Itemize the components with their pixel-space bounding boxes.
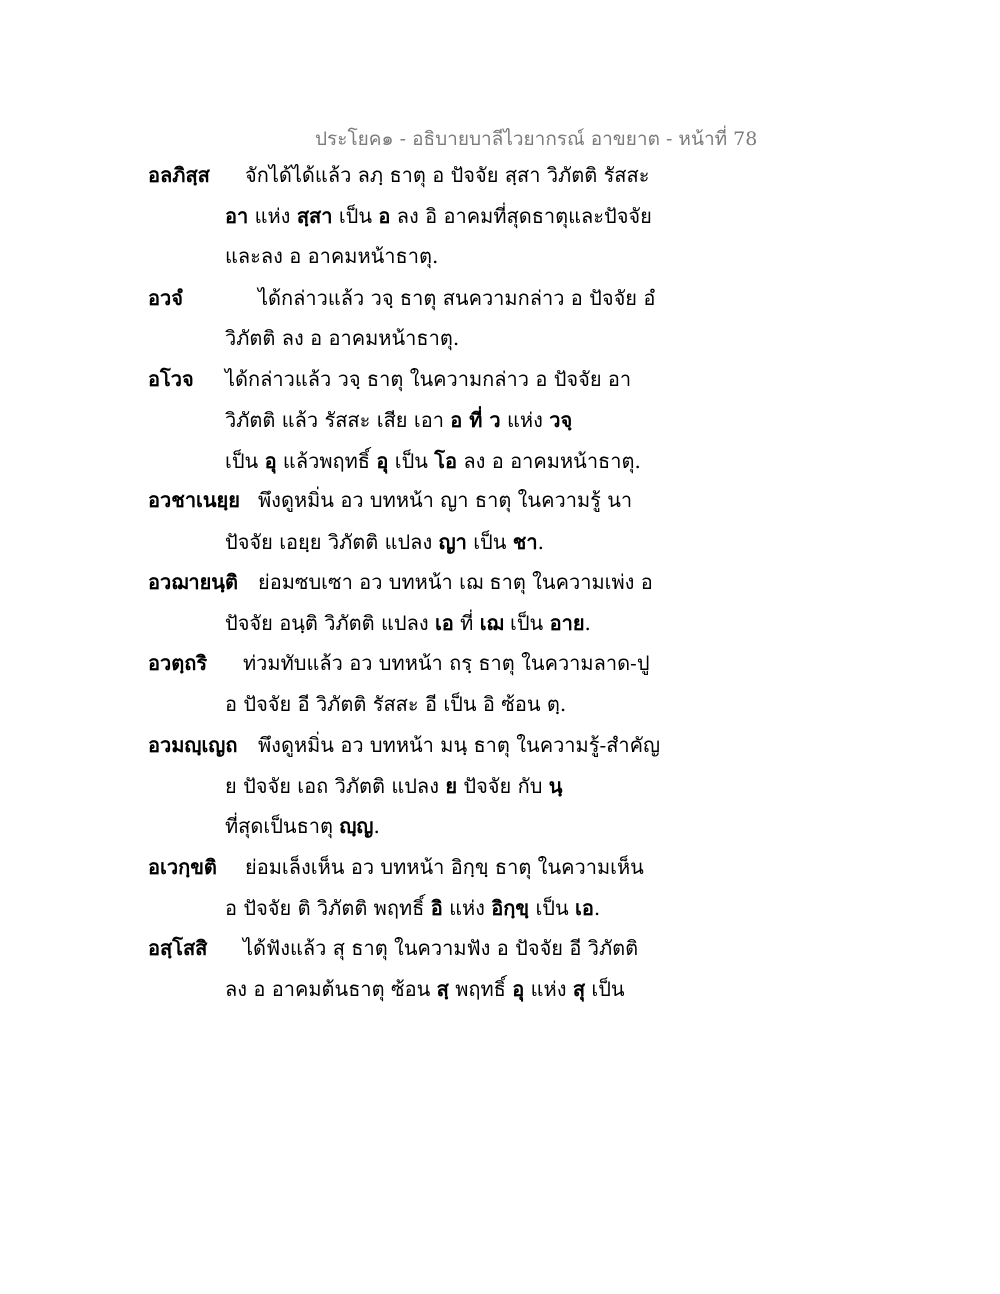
text-run: ย่อมซบเซา อว บทหน้า เฌ ธาตุ ในความเพ่ง อ	[258, 570, 653, 594]
entry-line	[225, 692, 566, 716]
entry-term: อลภิสฺส	[148, 163, 210, 187]
text-run: .	[584, 611, 591, 635]
text-run: .	[593, 896, 601, 920]
entry-term: อโวจ	[148, 367, 194, 391]
bold-term: อาย	[549, 611, 585, 635]
bold-term: อ ที่ ว	[450, 408, 501, 432]
entry-line	[245, 163, 649, 187]
entry-line	[243, 651, 650, 675]
entry-line	[225, 814, 380, 838]
bold-term: เฌ	[479, 611, 504, 635]
entry-line	[225, 530, 544, 554]
entry-term: อวฌายนฺติ	[148, 570, 238, 594]
text-run: พึงดูหมิ่น อว บทหน้า มนฺ ธาตุ ในความรู้-สำคัญ	[258, 733, 661, 757]
text-run: ปัจจัย เอยฺย วิภัตติ แปลง	[225, 530, 439, 554]
entry-line	[225, 204, 652, 228]
bold-term: อ	[378, 204, 391, 228]
text-run: พฤทธิ์	[448, 977, 513, 1001]
bold-term: อุ	[264, 449, 277, 473]
bold-term: สฺสา	[296, 204, 333, 228]
text-run: แห่ง	[500, 408, 550, 432]
bold-term: นฺ	[548, 774, 563, 798]
text-run: ได้กล่าวแล้ว วจฺ ธาตุ สนความกล่าว อ ปัจจัย อํ	[258, 286, 656, 310]
entry-line	[225, 244, 438, 268]
text-run: ที่สุดเป็นธาตุ	[225, 814, 340, 838]
bold-term: วจฺ	[549, 408, 573, 432]
text-run: และลง อ อาคมหน้าธาตุ.	[225, 244, 439, 268]
text-run: ย ปัจจัย เอถ วิภัตติ แปลง	[225, 774, 446, 798]
bold-term: อิ	[430, 896, 443, 920]
entry-term: อวตฺถริ	[148, 651, 208, 675]
entry-line	[225, 449, 641, 473]
text-run: แห่ง	[524, 977, 573, 1001]
entry-line	[258, 733, 660, 757]
text-run: ลง อ อาคมหน้าธาตุ.	[457, 449, 641, 473]
entry-line	[225, 408, 572, 432]
entry-line	[225, 611, 591, 635]
text-run: เป็น	[388, 449, 435, 473]
bold-term: โอ	[434, 449, 458, 473]
entry-line	[225, 774, 562, 798]
entry-line	[258, 286, 655, 310]
text-run: วิภัตติ ลง อ อาคมหน้าธาตุ.	[225, 326, 460, 350]
entry-line	[225, 896, 600, 920]
page-header: ประโยค๑ - อธิบายบาลีไวยากรณ์ อาขยาต - หน้าที่ 78	[315, 128, 758, 150]
text-run: แห่ง	[248, 204, 297, 228]
bold-term: เอ	[575, 896, 594, 920]
text-run: ลง อิ อาคมที่สุดธาตุและปัจจัย	[390, 204, 652, 228]
text-run: เป็น	[529, 896, 576, 920]
entry-line	[245, 855, 644, 879]
text-run: จักได้ได้แล้ว ลภฺ ธาตุ อ ปัจจัย สฺสา วิภัตติ รัสสะ	[245, 163, 650, 187]
text-run: ได้กล่าวแล้ว วจฺ ธาตุ ในความกล่าว อ ปัจจัย อา	[225, 367, 632, 391]
bold-term: สฺ	[436, 977, 449, 1001]
entry-line	[225, 367, 631, 391]
bold-term: อิกฺขฺ	[491, 896, 530, 920]
entry-line	[225, 977, 625, 1001]
bold-term: ญา	[438, 530, 467, 554]
bold-term: อา	[225, 204, 249, 228]
text-run: ได้ฟังแล้ว สุ ธาตุ ในความฟัง อ ปัจจัย อี วิภัตติ	[243, 936, 639, 960]
bold-term: เอ	[434, 611, 454, 635]
text-run: ย่อมเล็งเห็น อว บทหน้า อิกฺขฺ ธาตุ ในความเห็น	[245, 855, 644, 879]
text-run: พึงดูหมิ่น อว บทหน้า ญา ธาตุ ในความรู้ นา	[258, 488, 633, 512]
text-run: เป็น	[225, 449, 265, 473]
text-run: เป็น	[585, 977, 625, 1001]
text-run: เป็น	[332, 204, 379, 228]
text-run: ที่	[453, 611, 480, 635]
text-run: วิภัตติ แล้ว รัสสะ เสีย เอา	[225, 408, 451, 432]
text-run: ท่วมทับแล้ว อว บทหน้า ถรฺ ธาตุ ในความลาด-ปู	[243, 651, 650, 675]
entry-term: อวมญฺเญถ	[148, 733, 238, 757]
bold-term: สุ	[572, 977, 586, 1001]
entry-term: อเวกฺขติ	[148, 855, 217, 879]
entry-line	[258, 570, 653, 594]
text-run: เป็น	[466, 530, 513, 554]
entry-term: อวชาเนยฺย	[148, 488, 240, 512]
bold-term: ชา	[512, 530, 538, 554]
bold-term: อุ	[512, 977, 525, 1001]
text-run: ปัจจัย กับ	[457, 774, 549, 798]
bold-term: ย	[445, 774, 458, 798]
bold-term: ญฺญ	[339, 814, 374, 838]
text-run: แล้วพฤทธิ์	[276, 449, 377, 473]
entry-line	[225, 326, 459, 350]
entry-line	[243, 936, 638, 960]
entry-line	[258, 488, 632, 512]
text-run: ปัจจัย อนฺติ วิภัตติ แปลง	[225, 611, 435, 635]
entry-term: อวจํ	[148, 286, 183, 310]
text-run: อ ปัจจัย ติ วิภัตติ พฤทธิ์	[225, 896, 431, 920]
text-run: .	[373, 814, 380, 838]
text-run: อ ปัจจัย อี วิภัตติ รัสสะ อี เป็น อิ ซ้อน ตฺ.	[225, 692, 567, 716]
bold-term: อุ	[376, 449, 389, 473]
text-run: แห่ง	[442, 896, 492, 920]
text-run: เป็น	[503, 611, 550, 635]
entry-term: อสฺโสสิ	[148, 936, 208, 960]
text-run: .	[537, 530, 544, 554]
text-run: ลง อ อาคมต้นธาตุ ซ้อน	[225, 977, 437, 1001]
